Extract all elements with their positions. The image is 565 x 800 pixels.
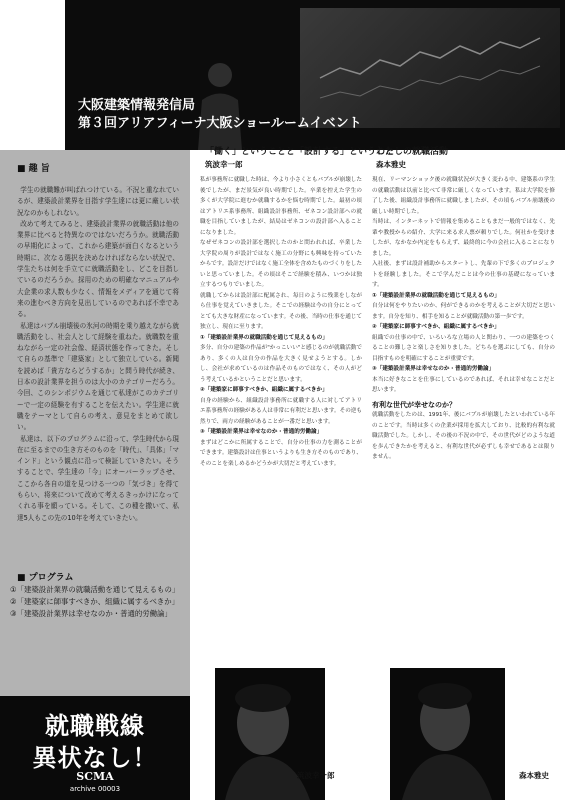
program-item: ①「建築設計業界の就職活動を通じて見えるもの」	[10, 585, 180, 594]
article-1-subheading: ①「建築設計業界の就職活動を通じて見えるもの」	[200, 334, 328, 341]
speaker-silhouette	[190, 55, 250, 150]
purpose-heading: ■ 趣 旨	[17, 164, 50, 174]
article-1-paragraph: まずはどこかに所属することで、自分の仕事の力を測ることができます。建築設計は仕事というよりも生き方そのものであり、そのことを楽しめるかどうかが大切だと考えています。	[200, 439, 362, 467]
article-2-paragraph: 就職活動をしたのは、1991年、後にバブルが崩壊したといわれている年のことです。当時は多くの企業が採用を拡大しており、比較的有利な就職活動でした。しかし、その後の不況の中で、その世代がどのような道を歩んできたかを考えると、有利な世代が必ずしも幸せであるとは限りません。	[372, 412, 555, 460]
purpose-paragraph: 学生の就職難が叫ばれつけている。不況と重なれているが、建築設計業界を目指す学生達には更に厳しい状況なのかもしれない。	[17, 186, 179, 217]
program-item: ②「建築家に師事すべきか、組織に属するべきか」	[10, 597, 180, 606]
program-heading: ■ プログラム	[17, 573, 74, 583]
portrait-name-2: 森本雅史	[519, 771, 549, 780]
purpose-body	[17, 185, 179, 524]
article-1-paragraph: 就職してからは設計部に配属され、毎日のように残業をしながら仕事を覚えていきました。そこでの経験は今の自分にとってとても大きな財産になっています。その後、当時の仕事を通じて独立し、現在に至ります。	[200, 292, 362, 330]
article-1-paragraph: なぜゼネコンの設計部を選択したのかと問われれば、卒業した大学院の周りが設計ではなく施工の分野にも興味を持っていたからです。設計だけではなく施工全体を含めたものづくりをしたいと思っていました。その頃はそこで経験を積み、いつかは独立するつもりでいました。	[200, 240, 362, 288]
article-2-author: 森本雅史	[376, 160, 406, 169]
event-title: 第３回アリアフィーナ大阪ショールームイベント	[78, 116, 362, 131]
article-1-subheading: ③「建築設計業界は幸せなのか・普通的労働論」	[200, 429, 323, 435]
article-2-subheading: ①「建築設計業界の就職活動を通じて見えるもの」	[372, 292, 500, 299]
program-item: ③「建築設計業界は幸せなのか・普通的労働論」	[10, 609, 172, 618]
header-banner	[0, 0, 565, 150]
article-1-paragraph: 自身の経験から、組織設計事務所に就職する人に対してアトリエ系事務所の経験がある人は非常に有利だと思います。その逆も然りで、両方の経験があることが一番だと思います。	[200, 397, 362, 425]
article-2-paragraph: 現在、リーマンショック後の就職状況が大きく変わる中、建築系の学生の就職活動は以前と比べて非常に厳しくなっています。私は大学院を修了した後、組織設計事務所に就職しましたが、その頃もバブル崩壊後の厳しい時期でした。	[372, 177, 555, 215]
article-2-title: わたしの就職活動	[376, 147, 449, 157]
slogan-line-1: 就職戦線	[45, 711, 145, 740]
article-1-title: 「働く」ということと「設計する」ということ	[205, 147, 395, 157]
portrait-photo-2	[390, 668, 505, 800]
article-2-body	[372, 175, 555, 463]
article-1-paragraph: 私が事務所に就職した時は、今より小さくともバブルが崩壊した後でしたが、まだ景気が良い時期でした。卒業を控えた学生の多くが大学院に進むか就職するかを悩む時期でした。最初の頃はアトリエ系事務所、組織設計事務所、ゼネコン設計部への就職を目指していましたが、結局はゼネコンの設計部へ入ることになりました。	[200, 177, 362, 236]
archive-number: archive 00003	[69, 785, 121, 793]
article-2-subheading: ③「建築設計業界は幸せなのか・普通的労働論」	[372, 366, 495, 372]
brand-name: SCMA	[76, 770, 114, 783]
article-2-paragraph: 組織での仕事の中で、いろいろな立場の人と関わり、一つの建築をつくることの難しさと楽しさを知りました。どちらを選ぶにしても、自分の目指すものを明確にすることが重要です。	[372, 334, 555, 362]
event-organizer-title: 大阪建築情報発信局	[78, 98, 196, 113]
article-2-paragraph: 当時は、インターネットで情報を集めることもまだ一般的ではなく、先輩や教授からの紹介、大学に来る求人票が頼りでした。何社かを受けましたが、なかなか内定をもらえず、最終的に今の会社に入ることになりました。	[372, 219, 555, 257]
portrait-name-1: 筑波幸一郎	[297, 771, 335, 780]
article-1-body	[200, 175, 362, 469]
article-2-paragraph: 本当に好きなことを仕事にしているのであれば、それは幸せなことだと思います。	[372, 376, 555, 393]
article-2-subheading: ②「建築家に師事すべきか、組織に属するべきか」	[372, 324, 500, 330]
article-1-author: 筑波幸一郎	[205, 160, 243, 169]
purpose-paragraph: 私達はバブル崩壊後の氷河の時期を乗り越えながら就職活動をし、社会人として経験を重ねた。就職数を重ねながら一定の社会像、経済状態を作ってきた。そして自らの基準で「建築家」として独立している。新聞を読めば「貴方ならどうするか」と問う時代が続き、日本の設計業界を担うのは大小のカテゴリーだろう。今回、このシンポジウムを通じて私達がこのカテゴリーで一定の経験を有することを伝えたい。学生達に就職をテーマとして自らの考え、意見をまとめて欲しい。	[17, 321, 179, 432]
program-list	[10, 584, 190, 620]
article-1-paragraph: 多分、自分の建築の作品が"かっこいい"と感じるのが就職活動であり、多くの人は自分の作品を大きく見せようとする。しかし、会社が求めているのは作品そのものではなく、その人がどう考えているかということだと思います。	[200, 345, 362, 383]
purpose-paragraph: 私達は、以下のプログラムに沿って、学生時代から現在に至るまでの生き方そのものを「時代」、「具体」「マインド」という観点に沿って検証していきたい。そうすることで、学生達の「今」にオーバーラップさせ、ここから各自の道を見つける一つの「気づき」を得てもらい、将来について改めて考えるきっかけになってくれる事を願っている。そして、この種を撒いて、私達5人もこの先の10年を考えていきたい。	[17, 434, 179, 522]
projected-chart-graphic	[300, 8, 560, 128]
header-left-margin	[0, 0, 65, 150]
article-2-paragraph: 入社後、まずは設計補助からスタートし、先輩の下で多くのプロジェクトを経験しました。そこで学んだことは今の仕事の基礎になっています。	[372, 261, 555, 288]
slogan-line-2: 異状なし！	[32, 743, 158, 772]
article-2-paragraph: 自分は何をやりたいのか、何ができるのかを考えることが大切だと思います。自分を知り、相手を知ることが就職活動の第一歩です。	[372, 303, 555, 320]
presentation-screen	[300, 8, 560, 128]
article-1-subheading: ②「建築家に師事すべきか、組織に属するべきか」	[200, 387, 328, 393]
purpose-paragraph: 改めて考えてみると、建築設計業界の就職活動は他の業界に比べると特異なのではないだろうか。就職活動の早期化によって、これから建築が面白くなるという時期に、次なる選択を決めなければならない状況で、学生たちは何を手立てに就職活動をし、どこを目指しているのだろうか。採用のための明確なマニュアルや大企業の求人数も少なく、情報をメディアを通じて将来の進むべき方向を見出しているのであれば不幸である。	[17, 219, 179, 319]
article-2-subheading: 有利な世代が幸せなのか？	[372, 400, 456, 409]
